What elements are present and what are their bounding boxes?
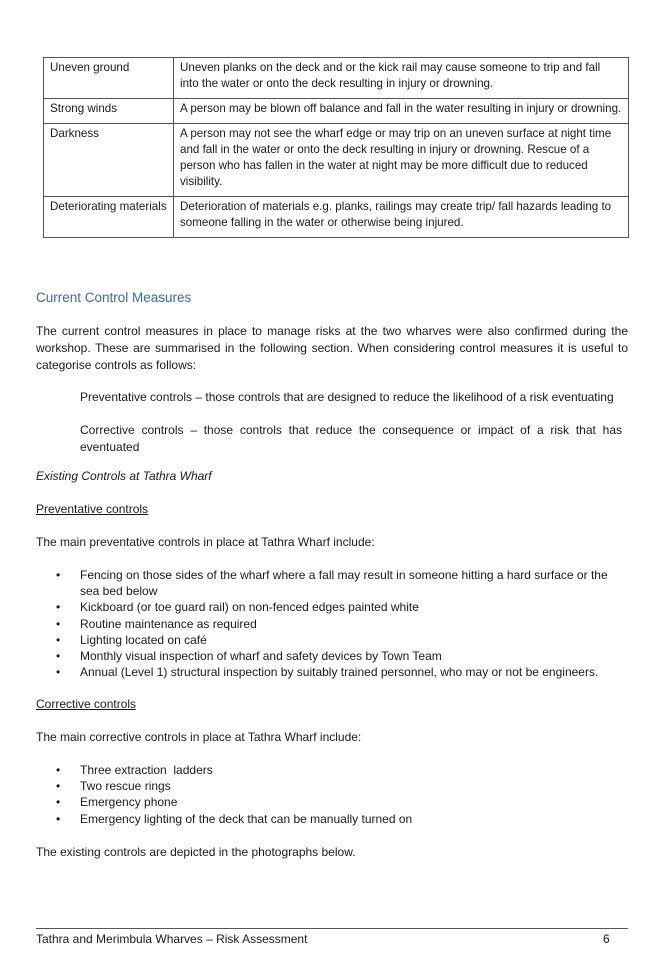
list-item-text: Fencing on those sides of the wharf where a fall may result in someone hitting a hard surface or the sea bed below xyxy=(80,568,608,599)
bullet-icon: • xyxy=(56,811,61,826)
subheading: Existing Controls at Tathra Wharf xyxy=(36,469,212,483)
table-row xyxy=(44,58,629,99)
corrective-definition: Corrective controls – those controls that reduce the consequence or impact of a risk that has eventuated xyxy=(80,423,622,454)
section-heading: Current Control Measures xyxy=(36,290,192,305)
hazard-cell: Strong winds xyxy=(44,99,174,124)
footer-title: Tathra and Merimbula Wharves – Risk Assessment xyxy=(36,932,308,946)
corrective-intro: The main corrective controls in place at Tathra Wharf include: xyxy=(36,730,362,744)
page-number: 6 xyxy=(603,932,610,946)
list-item xyxy=(36,599,626,615)
description-cell: A person may be blown off balance and fall in the water resulting in injury or drowning. xyxy=(174,99,629,124)
description-cell: Uneven planks on the deck and or the kick rail may cause someone to trip and fall into the water or onto the deck resulting in injury or drowning. xyxy=(174,58,629,99)
bullet-icon: • xyxy=(56,795,61,810)
preventative-title: Preventative controls xyxy=(36,502,149,516)
list-item xyxy=(36,648,626,664)
table-row xyxy=(44,197,629,238)
list-item-text: Kickboard (or toe guard rail) on non-fenced edges painted white xyxy=(80,600,419,615)
description-cell: A person may not see the wharf edge or may trip on an uneven surface at night time and fall in the water or onto the deck resulting in injury or drowning. Rescue of a person who has fallen in the water at night may be more difficult due to reduced visibility. xyxy=(174,124,629,197)
intro-paragraph: The current control measures in place to manage risks at the two wharves were also confirmed during the workshop. These are summarised in the following section. When considering control measures it is useful to categorise controls as follows: xyxy=(36,324,628,372)
preventative-intro: The main preventative controls in place at Tathra Wharf include: xyxy=(36,535,375,549)
corrective-title: Corrective controls xyxy=(36,697,137,711)
list-item-text: Two rescue rings xyxy=(80,779,171,794)
closing-text: The existing controls are depicted in the photographs below. xyxy=(36,845,356,859)
table-row xyxy=(44,99,629,124)
hazard-cell: Darkness xyxy=(44,124,174,197)
bullet-icon: • xyxy=(56,632,61,647)
bullet-icon: • xyxy=(56,600,61,615)
list-item xyxy=(36,778,626,794)
bullet-icon: • xyxy=(56,763,61,777)
description-cell: Deterioration of materials e.g. planks, railings may create trip/ fall hazards leading to someone falling in the water or otherwise being injured. xyxy=(174,197,629,238)
list-item-text: Emergency lighting of the deck that can be manually turned on xyxy=(80,811,413,826)
preventative-list xyxy=(36,567,626,680)
list-item-text: Three extraction ladders xyxy=(80,763,213,777)
list-item xyxy=(36,632,626,648)
list-item-text: Emergency phone xyxy=(80,795,178,810)
bullet-icon: • xyxy=(56,779,61,794)
list-item xyxy=(36,664,626,680)
list-item-text: Routine maintenance as required xyxy=(80,616,257,631)
list-item-text: Monthly visual inspection of wharf and safety devices by Town Team xyxy=(80,649,442,664)
footer-divider xyxy=(36,928,628,929)
bullet-icon: • xyxy=(56,616,61,631)
list-item xyxy=(36,811,626,827)
list-item xyxy=(36,762,626,778)
list-item-text: Annual (Level 1) structural inspection by suitably trained personnel, who may or not be engineers. xyxy=(80,665,599,680)
table-row xyxy=(44,124,629,197)
list-item-text: Lighting located on café xyxy=(80,632,207,647)
corrective-list xyxy=(36,762,626,827)
list-item xyxy=(36,567,626,599)
hazard-cell: Deteriorating materials xyxy=(44,197,174,238)
bullet-icon: • xyxy=(56,665,61,680)
preventative-definition: Preventative controls – those controls that are designed to reduce the likelihood of a risk eventuating xyxy=(80,390,614,404)
hazard-cell: Uneven ground xyxy=(44,58,174,99)
list-item xyxy=(36,794,626,810)
risk-table xyxy=(43,57,629,238)
bullet-icon: • xyxy=(56,649,61,664)
bullet-icon: • xyxy=(56,568,61,582)
list-item xyxy=(36,616,626,632)
